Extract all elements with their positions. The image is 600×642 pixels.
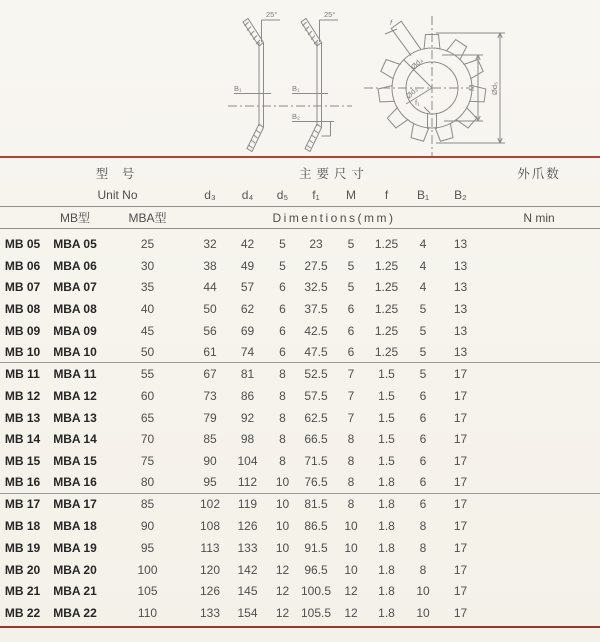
value-cell: 8 [279, 454, 286, 469]
value-cell: 23 [309, 236, 323, 251]
value-cell: 5 [279, 258, 286, 273]
top-rule [0, 156, 600, 158]
mba-model: MBA 09 [53, 323, 97, 338]
value-cell: 47.5 [304, 344, 328, 359]
mba-model: MBA 19 [53, 540, 97, 555]
value-cell: 8 [279, 367, 286, 382]
value-cell: 69 [240, 323, 255, 338]
value-cell: 6 [419, 388, 427, 403]
value-cell: 1.8 [378, 519, 395, 534]
value-cell: 57.5 [304, 388, 328, 403]
value-cell: 73 [203, 388, 217, 403]
d3-label: Ød₃ [404, 84, 420, 101]
table-rows [0, 233, 600, 624]
value-cell: 56 [203, 323, 217, 338]
mb-model: MB 05 [4, 236, 41, 251]
f-tab-label: f [390, 18, 393, 27]
value-cell: 6 [419, 454, 427, 469]
mb-model: MB 08 [4, 302, 41, 317]
mba-model: MBA 13 [53, 410, 97, 425]
value-cell: 74 [240, 344, 255, 359]
value-cell: 10 [344, 519, 358, 534]
angle-label-right: 25° [324, 10, 336, 19]
value-cell: 13 [453, 236, 468, 251]
angle-label-left: 25° [266, 10, 278, 19]
value-cell: 49 [240, 258, 255, 273]
value-cell: 76.5 [304, 475, 328, 490]
value-cell: 1.25 [374, 344, 399, 359]
value-cell: 8 [347, 454, 355, 469]
value-cell: 25 [140, 236, 155, 251]
value-cell: 96.5 [304, 562, 328, 577]
value-cell: 5 [419, 344, 427, 359]
value-cell: 12 [275, 584, 290, 599]
value-cell: 1.5 [378, 432, 395, 447]
value-cell: 79 [203, 410, 217, 425]
value-cell: 17 [453, 606, 468, 621]
value-cell: 80 [140, 475, 155, 490]
value-cell: 38 [203, 258, 217, 273]
mb-model: MB 21 [4, 584, 41, 599]
mba-model: MBA 17 [53, 497, 97, 512]
mba-type-label: MBA型 [128, 211, 167, 225]
value-cell: 1.8 [378, 606, 395, 621]
value-cell: 32 [203, 236, 217, 251]
value-cell: 90 [203, 454, 217, 469]
mb-model: MB 22 [4, 606, 41, 621]
value-cell: 45 [140, 323, 155, 338]
value-cell: 133 [237, 540, 258, 555]
value-cell: 17 [453, 562, 468, 577]
value-cell: 4 [419, 236, 427, 251]
value-cell: 86.5 [304, 519, 328, 534]
value-cell: 108 [199, 519, 221, 534]
value-cell: 1.25 [374, 323, 399, 338]
value-cell: 12 [275, 562, 290, 577]
value-cell: 1.5 [378, 388, 395, 403]
value-cell: 1.8 [378, 540, 395, 555]
n-min-label: N min [523, 210, 555, 225]
value-cell: 44 [203, 280, 217, 295]
value-cell: 4 [419, 258, 427, 273]
value-cell: 1.8 [378, 475, 395, 490]
value-cell: 145 [237, 584, 258, 599]
value-cell: 100.5 [300, 584, 332, 599]
b1-label-right: B₁ [292, 84, 300, 93]
value-cell: 10 [416, 606, 430, 621]
value-cell: 17 [453, 497, 468, 512]
value-cell: 1.8 [378, 562, 395, 577]
mba-model: MBA 20 [53, 562, 97, 577]
value-cell: 85 [140, 497, 155, 512]
m-dim-label: M [467, 84, 476, 91]
column-header: B₂ [454, 188, 467, 202]
b1-label-left: B₁ [234, 84, 242, 93]
value-cell: 8 [419, 562, 427, 577]
value-cell: 10 [275, 540, 290, 555]
value-cell: 105 [137, 584, 158, 599]
table-row [0, 233, 600, 255]
unit-no-label: Unit No [97, 188, 138, 202]
mba-model: MBA 05 [53, 236, 97, 251]
value-cell: 42.5 [304, 323, 328, 338]
value-cell: 92 [240, 410, 255, 425]
column-header: f₁ [312, 188, 320, 202]
value-cell: 10 [275, 475, 290, 490]
value-cell: 126 [199, 584, 221, 599]
table-row [0, 363, 600, 385]
value-cell: 4 [419, 280, 427, 295]
table-row [0, 342, 600, 364]
value-cell: 6 [347, 344, 355, 359]
claws-header: 外爪数 [517, 167, 561, 181]
mb-model: MB 06 [4, 258, 41, 273]
value-cell: 91.5 [304, 540, 328, 555]
mb-model: MB 13 [4, 410, 41, 425]
value-cell: 105.5 [300, 606, 332, 621]
value-cell: 10 [275, 519, 290, 534]
value-cell: 50 [140, 344, 155, 359]
mb-model: MB 18 [4, 519, 41, 534]
value-cell: 13 [453, 344, 468, 359]
value-cell: 98 [240, 432, 255, 447]
value-cell: 81 [240, 367, 255, 382]
column-header: f [384, 188, 389, 202]
value-cell: 5 [419, 323, 427, 338]
table-row [0, 320, 600, 342]
table-row [0, 537, 600, 559]
value-cell: 35 [140, 280, 155, 295]
value-cell: 142 [237, 562, 258, 577]
mba-model: MBA 12 [53, 388, 97, 403]
bent-tab [390, 19, 421, 59]
value-cell: 10 [416, 584, 430, 599]
value-cell: 37.5 [304, 302, 328, 317]
mba-model: MBA 22 [53, 606, 97, 621]
mb-model: MB 07 [4, 280, 41, 295]
value-cell: 52.5 [304, 367, 328, 382]
mb-model: MB 11 [5, 367, 40, 382]
value-cell: 6 [279, 280, 286, 295]
value-cell: 55 [140, 367, 155, 382]
value-cell: 8 [419, 519, 427, 534]
value-cell: 5 [279, 236, 286, 251]
value-cell: 8 [347, 432, 355, 447]
mba-model: MBA 07 [53, 280, 97, 295]
value-cell: 12 [344, 584, 358, 599]
value-cell: 57 [240, 280, 255, 295]
value-cell: 17 [453, 475, 468, 490]
mb-model: MB 12 [4, 388, 41, 403]
value-cell: 1.5 [378, 410, 395, 425]
value-cell: 120 [199, 562, 221, 577]
value-cell: 1.25 [374, 302, 399, 317]
value-cell: 5 [419, 367, 427, 382]
value-cell: 10 [344, 562, 358, 577]
table-row [0, 298, 600, 320]
value-cell: 17 [453, 540, 468, 555]
mb-model: MB 15 [4, 454, 41, 469]
value-cell: 102 [199, 497, 221, 512]
table-row [0, 494, 600, 516]
table-row [0, 515, 600, 537]
mba-model: MBA 10 [53, 344, 97, 359]
value-cell: 67 [203, 367, 217, 382]
value-cell: 17 [453, 519, 468, 534]
bottom-rule [0, 626, 600, 628]
d5-dim-label: Ød₅ [490, 81, 499, 95]
value-cell: 6 [419, 410, 427, 425]
value-cell: 17 [453, 454, 468, 469]
value-cell: 17 [453, 367, 468, 382]
table-row [0, 385, 600, 407]
value-cell: 61 [203, 344, 217, 359]
f1-label: f₁ [415, 98, 420, 107]
value-cell: 6 [279, 323, 286, 338]
value-cell: 1.25 [374, 258, 399, 273]
column-header: M [346, 188, 356, 202]
value-cell: 6 [419, 497, 427, 512]
column-header: B₁ [416, 188, 430, 202]
value-cell: 13 [453, 258, 468, 273]
value-cell: 133 [199, 606, 221, 621]
value-cell: 12 [275, 606, 290, 621]
value-cell: 60 [140, 388, 155, 403]
mb-type-label: MB型 [59, 211, 90, 225]
value-cell: 81.5 [304, 497, 328, 512]
value-cell: 50 [203, 302, 217, 317]
value-cell: 27.5 [304, 258, 328, 273]
table-row [0, 407, 600, 429]
value-cell: 7 [347, 367, 355, 382]
mba-model: MBA 08 [53, 302, 97, 317]
mb-model: MB 10 [4, 344, 41, 359]
value-cell: 6 [347, 323, 355, 338]
value-cell: 95 [203, 475, 217, 490]
table-row [0, 472, 600, 494]
value-cell: 17 [453, 410, 468, 425]
value-cell: 5 [347, 236, 355, 251]
value-cell: 6 [419, 432, 427, 447]
mb-model: MB 20 [4, 562, 41, 577]
value-cell: 8 [279, 432, 286, 447]
table-header-row-1 [0, 162, 600, 184]
value-cell: 5 [347, 258, 355, 273]
value-cell: 7 [347, 388, 355, 403]
table-row [0, 276, 600, 298]
value-cell: 62.5 [304, 410, 328, 425]
value-cell: 66.5 [304, 432, 328, 447]
table-row [0, 559, 600, 581]
mb-model: MB 17 [4, 497, 41, 512]
gear-view [364, 16, 505, 156]
value-cell: 8 [279, 410, 286, 425]
value-cell: 95 [140, 540, 155, 555]
value-cell: 119 [237, 497, 258, 512]
value-cell: 7 [347, 410, 355, 425]
table-row [0, 428, 600, 450]
d4-label: Ød₄ [409, 55, 425, 72]
column-header: d₄ [241, 188, 254, 202]
mb-model: MB 09 [4, 323, 41, 338]
table-row [0, 581, 600, 603]
value-cell: 1.5 [378, 454, 395, 469]
column-header: d₃ [204, 188, 216, 202]
mba-model: MBA 14 [53, 432, 97, 447]
value-cell: 6 [347, 302, 355, 317]
technical-drawing [0, 0, 600, 160]
value-cell: 12 [344, 606, 358, 621]
value-cell: 32.5 [304, 280, 328, 295]
mba-model: MBA 15 [53, 454, 97, 469]
value-cell: 6 [279, 344, 286, 359]
mba-model: MBA 11 [53, 367, 97, 382]
value-cell: 1.8 [378, 584, 395, 599]
value-cell: 8 [419, 540, 427, 555]
table-row [0, 450, 600, 472]
value-cell: 17 [453, 432, 468, 447]
table-header-row-2 [0, 184, 600, 207]
value-cell: 17 [453, 388, 468, 403]
value-cell: 154 [237, 606, 258, 621]
value-cell: 1.25 [374, 280, 399, 295]
value-cell: 8 [279, 388, 286, 403]
value-cell: 104 [237, 454, 258, 469]
value-cell: 13 [453, 302, 468, 317]
value-cell: 10 [275, 497, 290, 512]
value-cell: 42 [240, 236, 255, 251]
mba-model: MBA 06 [53, 258, 97, 273]
value-cell: 112 [237, 475, 258, 490]
value-cell: 13 [453, 323, 468, 338]
mba-model: MBA 16 [53, 475, 97, 490]
table-row [0, 255, 600, 277]
b2-label: B₂ [292, 112, 300, 121]
value-cell: 86 [240, 388, 255, 403]
value-cell: 6 [279, 302, 286, 317]
mb-model: MB 16 [4, 475, 41, 490]
model-group-header: 型 号 [95, 167, 140, 181]
value-cell: 126 [237, 519, 258, 534]
value-cell: 75 [140, 454, 155, 469]
value-cell: 62 [240, 302, 255, 317]
dimensions-mm-label: Dimentions(mm) [272, 210, 396, 225]
value-cell: 5 [419, 302, 427, 317]
mba-model: MBA 21 [53, 584, 97, 599]
table-header-row-3 [0, 207, 600, 229]
value-cell: 85 [203, 432, 217, 447]
value-cell: 71.5 [304, 454, 328, 469]
value-cell: 113 [200, 540, 220, 555]
value-cell: 1.8 [378, 497, 395, 512]
value-cell: 70 [140, 432, 155, 447]
value-cell: 6 [419, 475, 427, 490]
table-row [0, 602, 600, 624]
dims-group-header: 主要尺寸 [298, 167, 369, 181]
value-cell: 90 [140, 519, 155, 534]
mb-model: MB 19 [4, 540, 41, 555]
value-cell: 1.25 [374, 236, 399, 251]
value-cell: 17 [453, 584, 468, 599]
value-cell: 10 [344, 540, 358, 555]
mba-model: MBA 18 [53, 519, 97, 534]
value-cell: 30 [140, 258, 155, 273]
mb-model: MB 14 [4, 432, 41, 447]
value-cell: 13 [453, 280, 468, 295]
value-cell: 8 [347, 475, 355, 490]
value-cell: 1.5 [378, 367, 395, 382]
value-cell: 100 [137, 562, 158, 577]
value-cell: 40 [140, 302, 155, 317]
value-cell: 110 [137, 606, 158, 621]
value-cell: 65 [140, 410, 155, 425]
value-cell: 5 [347, 280, 355, 295]
column-header: d₅ [276, 188, 289, 202]
value-cell: 8 [347, 497, 355, 512]
